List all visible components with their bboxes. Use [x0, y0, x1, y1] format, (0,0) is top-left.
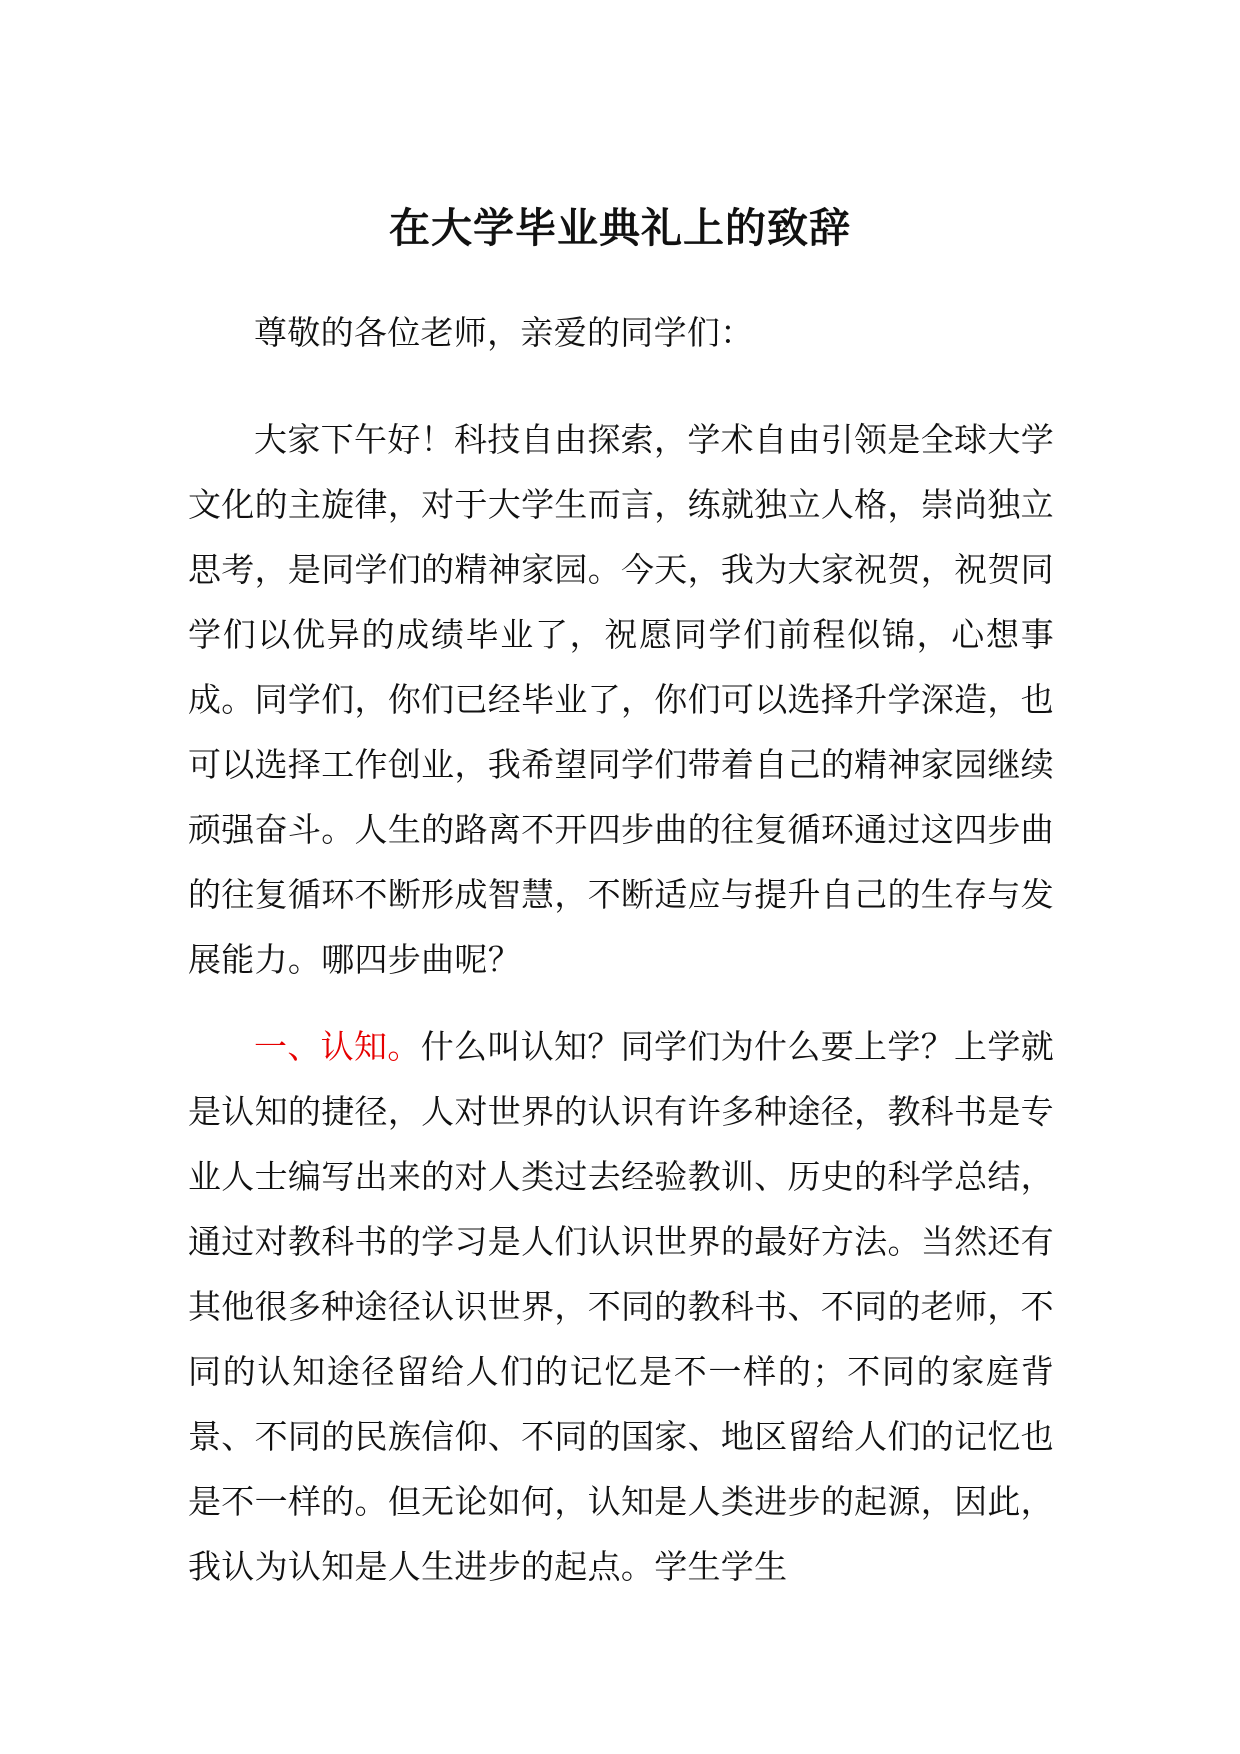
- paragraph-spacer: [188, 365, 1054, 407]
- document-title: 在大学毕业典礼上的致辞: [389, 204, 851, 252]
- paragraph-intro: 大家下午好！科技自由探索，学术自由引领是全球大学文化的主旋律，对于大学生而言，练就独立人格，崇尚独立思考，是同学们的精神家园。今天，我为大家祝贺，祝贺同学们以优异的成绩毕业了，祝愿同学们前程似锦，心想事成。同学们，你们已经毕业了，你们可以选择升学深造，也可以选择工作创业，我希望同学们带着自己的精神家园继续顽强奋斗。人生的路离不开四步曲的往复循环通过这四步曲的往复循环不断形成智慧，不断适应与提升自己的生存与发展能力。哪四步曲呢？: [188, 420, 1054, 979]
- greeting-line: 尊敬的各位老师，亲爱的同学们：: [254, 313, 754, 352]
- document-body: [188, 300, 1054, 1599]
- section-cognition: [188, 1014, 1054, 1599]
- section-heading: 一、认知。: [254, 1027, 421, 1066]
- section-text: 什么叫认知？同学们为什么要上学？上学就是认知的捷径，人对世界的认识有许多种途径，教科书是专业人士编写出来的对人类过去经验教训、历史的科学总结，通过对教科书的学习是人们认识世界的最好方法。当然还有其他很多种途径认识世界，不同的教科书、不同的老师，不同的认知途径留给人们的记忆是不一样的；不同的家庭背景、不同的民族信仰、不同的国家、地区留给人们的记忆也是不一样的。但无论如何，认知是人类进步的起源，因此，我认为认知是人生进步的起点。学生学生: [188, 1027, 1055, 1586]
- paragraph-spacer: [188, 992, 1054, 1014]
